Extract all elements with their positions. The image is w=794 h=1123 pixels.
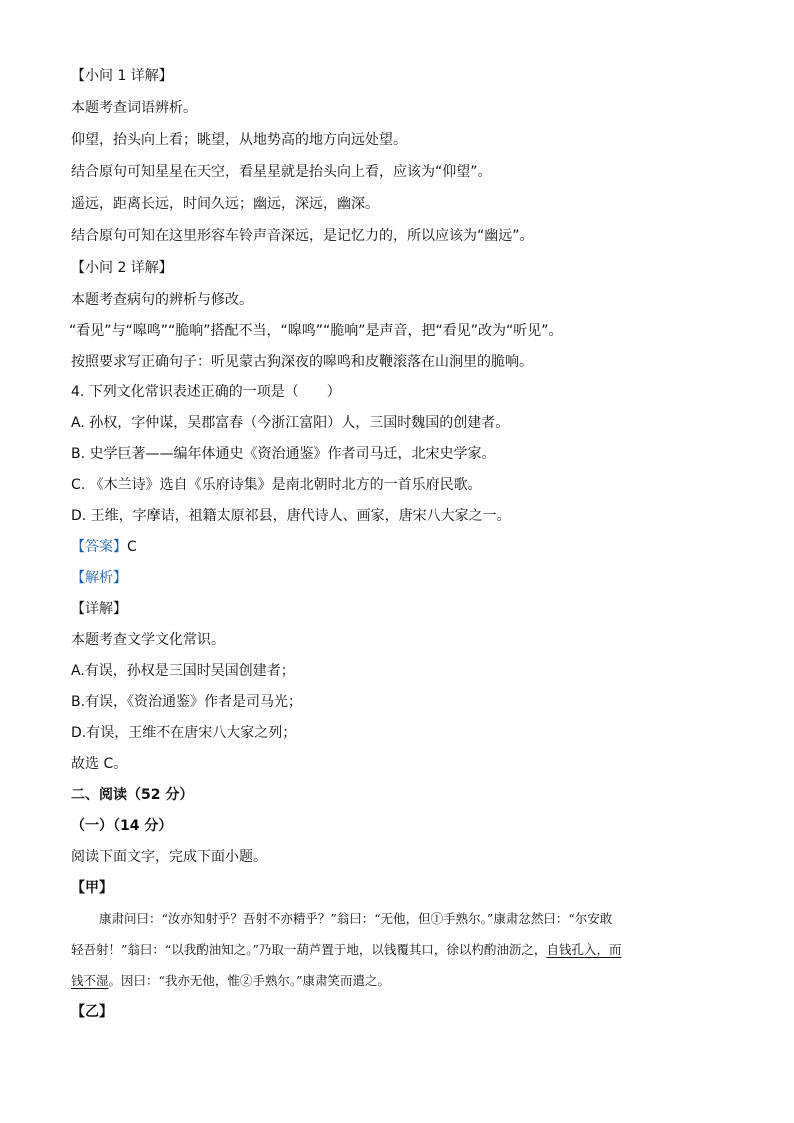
passage-line-1: 康肃问曰：“汝亦知射乎？吾射不亦精乎？”翁曰：“无他，但①手熟尔。”康肃忿然曰：“尔安敢 [99, 911, 613, 926]
passage-line-3-text: 。因曰：“我亦无他，惟②手熟尔。”康肃笑而遣之。 [108, 973, 391, 988]
q1-line-5: 结合原句可知在这里形容车铃声音深远，是记忆力的，所以应该为“幽远”。 [71, 228, 534, 244]
q1-header: 【小问 1 详解】 [71, 68, 173, 84]
section-2-title: 二、阅读（52 分） [71, 787, 194, 803]
passage-line-2 [71, 940, 719, 960]
q1-line-4: 遥远，距离长远，时间久远；幽远，深远，幽深。 [71, 196, 379, 212]
detail-line-5: 故选 C。 [71, 756, 128, 772]
answer-label: 【答案】 [71, 539, 127, 555]
q1-line-2: 仰望，抬头向上看；眺望，从地势高的地方向远处望。 [71, 132, 407, 148]
q2-line-2: “看见”与“嗥鸣”“脆响”搭配不当，“嗥鸣”“脆响”是声音，把“看见”改为“听见”。 [69, 323, 563, 339]
analysis-label: 【解析】 [71, 570, 127, 586]
q2-line-3: 按照要求写正确句子：听见蒙古狗深夜的嗥鸣和皮鞭滚落在山涧里的脆响。 [71, 354, 533, 370]
yi-label: 【乙】 [71, 1004, 113, 1020]
question-4-option-b: B. 史学巨著——编年体通史《资治通鉴》作者司马迁，北宋史学家。 [71, 446, 496, 462]
reading-instruction: 阅读下面文字，完成下面小题。 [71, 849, 267, 865]
detail-line-4: D.有误，王维不在唐宋八大家之列； [71, 725, 297, 741]
detail-line-3: B.有误，《资治通鉴》作者是司马光； [71, 694, 303, 710]
question-4-option-d: D. 王维，字摩诘，祖籍太原祁县，唐代诗人、画家，唐宋八大家之一。 [71, 508, 511, 524]
subsection-title: （一）（14 分） [71, 818, 173, 834]
question-4-option-c: C. 《木兰诗》选自《乐府诗集》是南北朝时北方的一首乐府民歌。 [71, 477, 482, 493]
q2-header: 【小问 2 详解】 [71, 260, 173, 276]
q1-line-1: 本题考查词语辨析。 [71, 100, 197, 116]
answer-line [71, 537, 137, 557]
passage-underlined-phrase-2: 钱不湿 [71, 973, 109, 988]
q2-line-1: 本题考查病句的辨析与修改。 [71, 292, 253, 308]
passage-line-2-text: 轻吾射！”翁曰：“以我酌油知之。”乃取一葫芦置于地，以钱覆其口，徐以杓酌油沥之， [71, 942, 547, 957]
jia-label: 【甲】 [71, 880, 113, 896]
detail-label: 【详解】 [71, 601, 127, 617]
question-4-stem: 4. 下列文化常识表述正确的一项是（ ） [71, 384, 341, 400]
answer-value: C [127, 539, 137, 555]
passage-underlined-phrase-1: 自钱孔入，而 [546, 942, 622, 957]
detail-line-1: 本题考查文学文化常识。 [71, 632, 225, 648]
question-4-option-a: A. 孙权，字仲谋，吴郡富春（今浙江富阳）人，三国时魏国的创建者。 [71, 415, 510, 431]
q1-line-3: 结合原句可知星星在天空，看星星就是抬头向上看，应该为“仰望”。 [71, 164, 492, 180]
passage-line-3 [71, 971, 719, 991]
detail-line-2: A.有误，孙权是三国时吴国创建者； [71, 663, 295, 679]
